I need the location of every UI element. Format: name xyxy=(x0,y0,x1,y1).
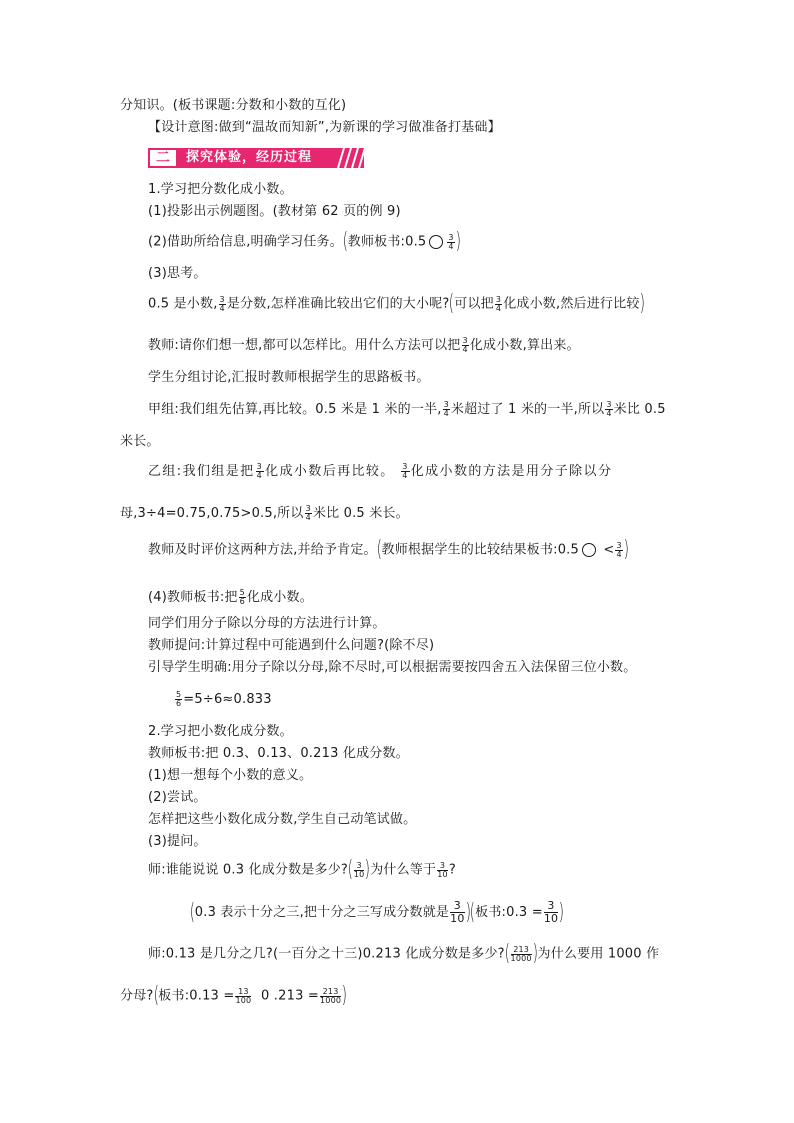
line-19: $\frac{5}{6}$ =5÷6≈0.833 xyxy=(176,690,272,708)
line-4: (1)投影出示例题图。(教材第 62 页的例 9) xyxy=(148,204,401,219)
line-8: 教师:请你们想一想,都可以怎样比。用什么方法可以把 $\frac{3}{4}$ 化成小数,算出来。 xyxy=(148,336,580,354)
section-title: 探究体验，经历过程 xyxy=(178,148,364,168)
line-21: 教师板书:把 0.3、0.13、0.213 化成分数。 xyxy=(148,746,409,761)
line-6: (3)思考。 xyxy=(148,266,207,281)
line-23: (2)尝试。 xyxy=(148,790,207,805)
line-15: (4)教师板书:把 $\frac{5}{6}$ 化成小数。 xyxy=(148,588,313,606)
compare-circle-icon xyxy=(429,235,443,249)
line-26: 师:谁能说说 0.3 化成分数是多少?( $\frac{3}{10}$ )为什么等于 $\frac{3}{10}$ ? xyxy=(148,857,456,882)
line-5: (2)借助所给信息,明确学习任务。(教师板书:0.5 $\frac{3}{4}$ ) xyxy=(148,229,461,254)
line-11: 米长。 xyxy=(120,434,160,449)
line-20: 2.学习把小数化成分数。 xyxy=(148,724,293,739)
line-3: 1.学习把分数化成小数。 xyxy=(148,182,293,197)
line-10: 甲组:我们组先估算,再比较。0.5 米是 1 米的一半, $\frac{3}{4}$ 米超过了 1 米的一半,所以 $\frac{3}{4}$ 米比 0.5 xyxy=(148,400,666,418)
line-29: 分母?(板书:0.13 = $\frac{13}{100}$ 0 .213 = $\frac{213}{1000}$ ) xyxy=(120,983,348,1008)
line-18: 引导学生明确:用分子除以分母,除不尽时,可以根据需要按四舍五入法保留三位小数。 xyxy=(148,660,637,675)
line-28: 师:0.13 是几分之几?(一百分之十三)0.213 化成分数是多少?( $\frac{213}{1000}$ )为什么要用 1000 作 xyxy=(148,941,660,966)
line-27: (0.3 表示十分之三,把十分之三写成分数就是 $\frac{3}{10}$ )(板书:0.3 = $\frac{3}{10}$ ) xyxy=(189,899,565,925)
design-intent: 【设计意图:做到“温故而知新”,为新课的学习做准备打基础】 xyxy=(148,120,501,135)
line-24: 怎样把这些小数化成分数,学生自己动笔试做。 xyxy=(148,812,417,827)
line-16: 同学们用分子除以分母的方法进行计算。 xyxy=(148,616,386,631)
line-13: 母,3÷4=0.75,0.75>0.5,所以 $\frac{3}{4}$ 米比 0.5 米长。 xyxy=(120,504,409,522)
banner-stripes-icon xyxy=(334,148,364,168)
line-14: 教师及时评价这两种方法,并给予肯定。(教师根据学生的比较结果板书:0.5 < $\frac{3}{4}$ ) xyxy=(148,537,629,562)
section-number: 二 xyxy=(148,148,178,168)
line-7: 0.5 是小数, $\frac{3}{4}$ 是分数,怎样准确比较出它们的大小呢?(可以把 $\frac{3}{4}$ 化成小数,然后进行比较) xyxy=(148,291,645,316)
line-12: 乙组:我们组是把 $\frac{3}{4}$ 化成小数后再比较。 $\frac{3}{4}$ 化成小数的方法是用分子除以分 xyxy=(148,462,613,480)
line-25: (3)提问。 xyxy=(148,834,207,849)
section-banner xyxy=(148,148,364,168)
fraction-3-4: $\frac{3}{4}$ xyxy=(448,232,454,251)
line-9: 学生分组讨论,汇报时教师根据学生的思路板书。 xyxy=(148,370,430,385)
line-1: 分知识。(板书课题:分数和小数的互化) xyxy=(120,98,347,113)
line-17: 教师提问:计算过程中可能遇到什么问题?(除不尽) xyxy=(148,638,435,653)
line-22: (1)想一想每个小数的意义。 xyxy=(148,768,313,783)
compare-circle-icon xyxy=(582,543,596,557)
